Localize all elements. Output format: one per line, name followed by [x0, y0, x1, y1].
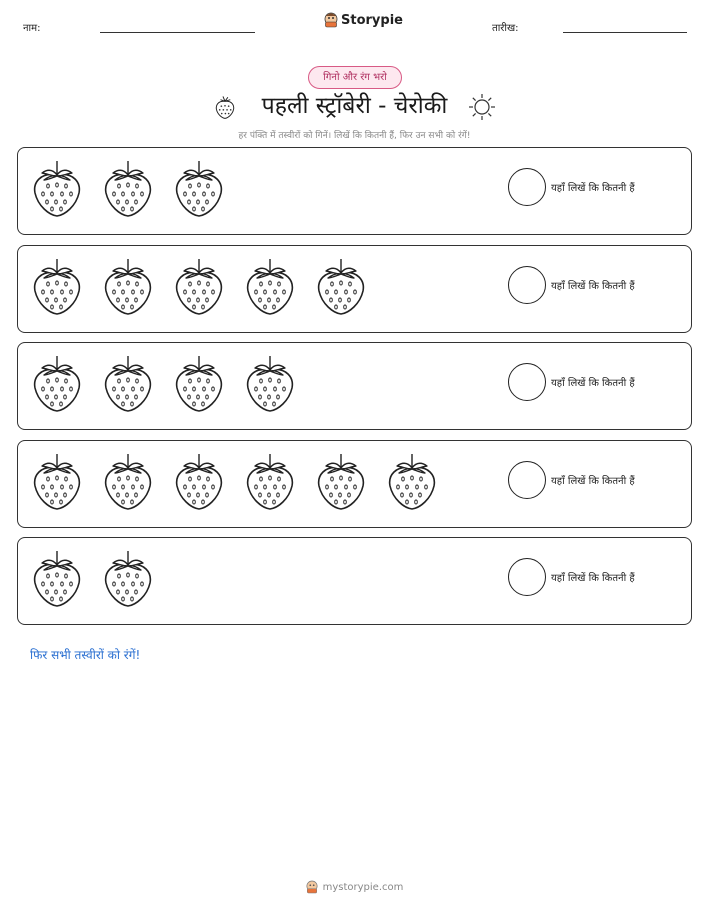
strawberry-icon — [172, 158, 226, 218]
storypie-logo-icon — [306, 880, 318, 894]
activity-badge: गिनो और रंग भरो — [308, 66, 402, 89]
strawberry-icon — [172, 256, 226, 316]
brand-name: Storypie — [341, 12, 403, 28]
footer-brand — [0, 880, 709, 894]
answer-label: यहाँ लिखें कि कितनी हैं — [551, 183, 635, 194]
strawberry-icon — [101, 353, 155, 413]
strawberry-icon — [30, 451, 84, 511]
answer-circle[interactable] — [508, 168, 546, 206]
counting-row — [17, 440, 692, 528]
answer-circle[interactable] — [508, 558, 546, 596]
strawberry-icon — [101, 451, 155, 511]
strawberry-icon — [314, 451, 368, 511]
worksheet-header — [0, 0, 709, 40]
sun-icon — [467, 92, 497, 122]
name-field-line[interactable] — [100, 32, 255, 33]
answer-label: यहाँ लिखें कि कितनी हैं — [551, 378, 635, 389]
name-label: नाम: — [23, 23, 41, 34]
footer-brand-url: mystorypie.com — [322, 881, 404, 893]
strawberry-icon — [101, 256, 155, 316]
strawberry-icon — [243, 451, 297, 511]
strawberry-icon — [314, 256, 368, 316]
footer-note: फिर सभी तस्वीरों को रंगें! — [30, 648, 141, 662]
counting-row — [17, 342, 692, 430]
date-field-line[interactable] — [563, 32, 687, 33]
strawberry-icon — [172, 451, 226, 511]
strawberry-icon — [30, 158, 84, 218]
instructions-text: हर पंक्ति में तस्वीरों को गिनें। लिखें कि कितनी हैं, फिर उन सभी को रंगें! — [238, 131, 471, 141]
strawberry-icon — [30, 353, 84, 413]
counting-row — [17, 245, 692, 333]
answer-circle[interactable] — [508, 363, 546, 401]
date-label: तारीख: — [492, 23, 519, 34]
answer-label: यहाँ लिखें कि कितनी हैं — [551, 281, 635, 292]
answer-circle[interactable] — [508, 461, 546, 499]
strawberry-icon — [30, 548, 84, 608]
page-title: पहली स्ट्रॉबेरी - चेरोकी — [261, 93, 448, 119]
strawberry-icon — [101, 158, 155, 218]
strawberry-icon — [243, 353, 297, 413]
strawberry-icon — [101, 548, 155, 608]
answer-circle[interactable] — [508, 266, 546, 304]
storypie-logo-icon — [324, 12, 338, 28]
strawberry-icon — [172, 353, 226, 413]
strawberry-icon — [30, 256, 84, 316]
strawberry-icon — [385, 451, 439, 511]
counting-row — [17, 537, 692, 625]
brand-logo — [324, 12, 403, 28]
counting-row — [17, 147, 692, 235]
strawberry-icon — [243, 256, 297, 316]
answer-label: यहाँ लिखें कि कितनी हैं — [551, 573, 635, 584]
answer-label: यहाँ लिखें कि कितनी हैं — [551, 476, 635, 487]
